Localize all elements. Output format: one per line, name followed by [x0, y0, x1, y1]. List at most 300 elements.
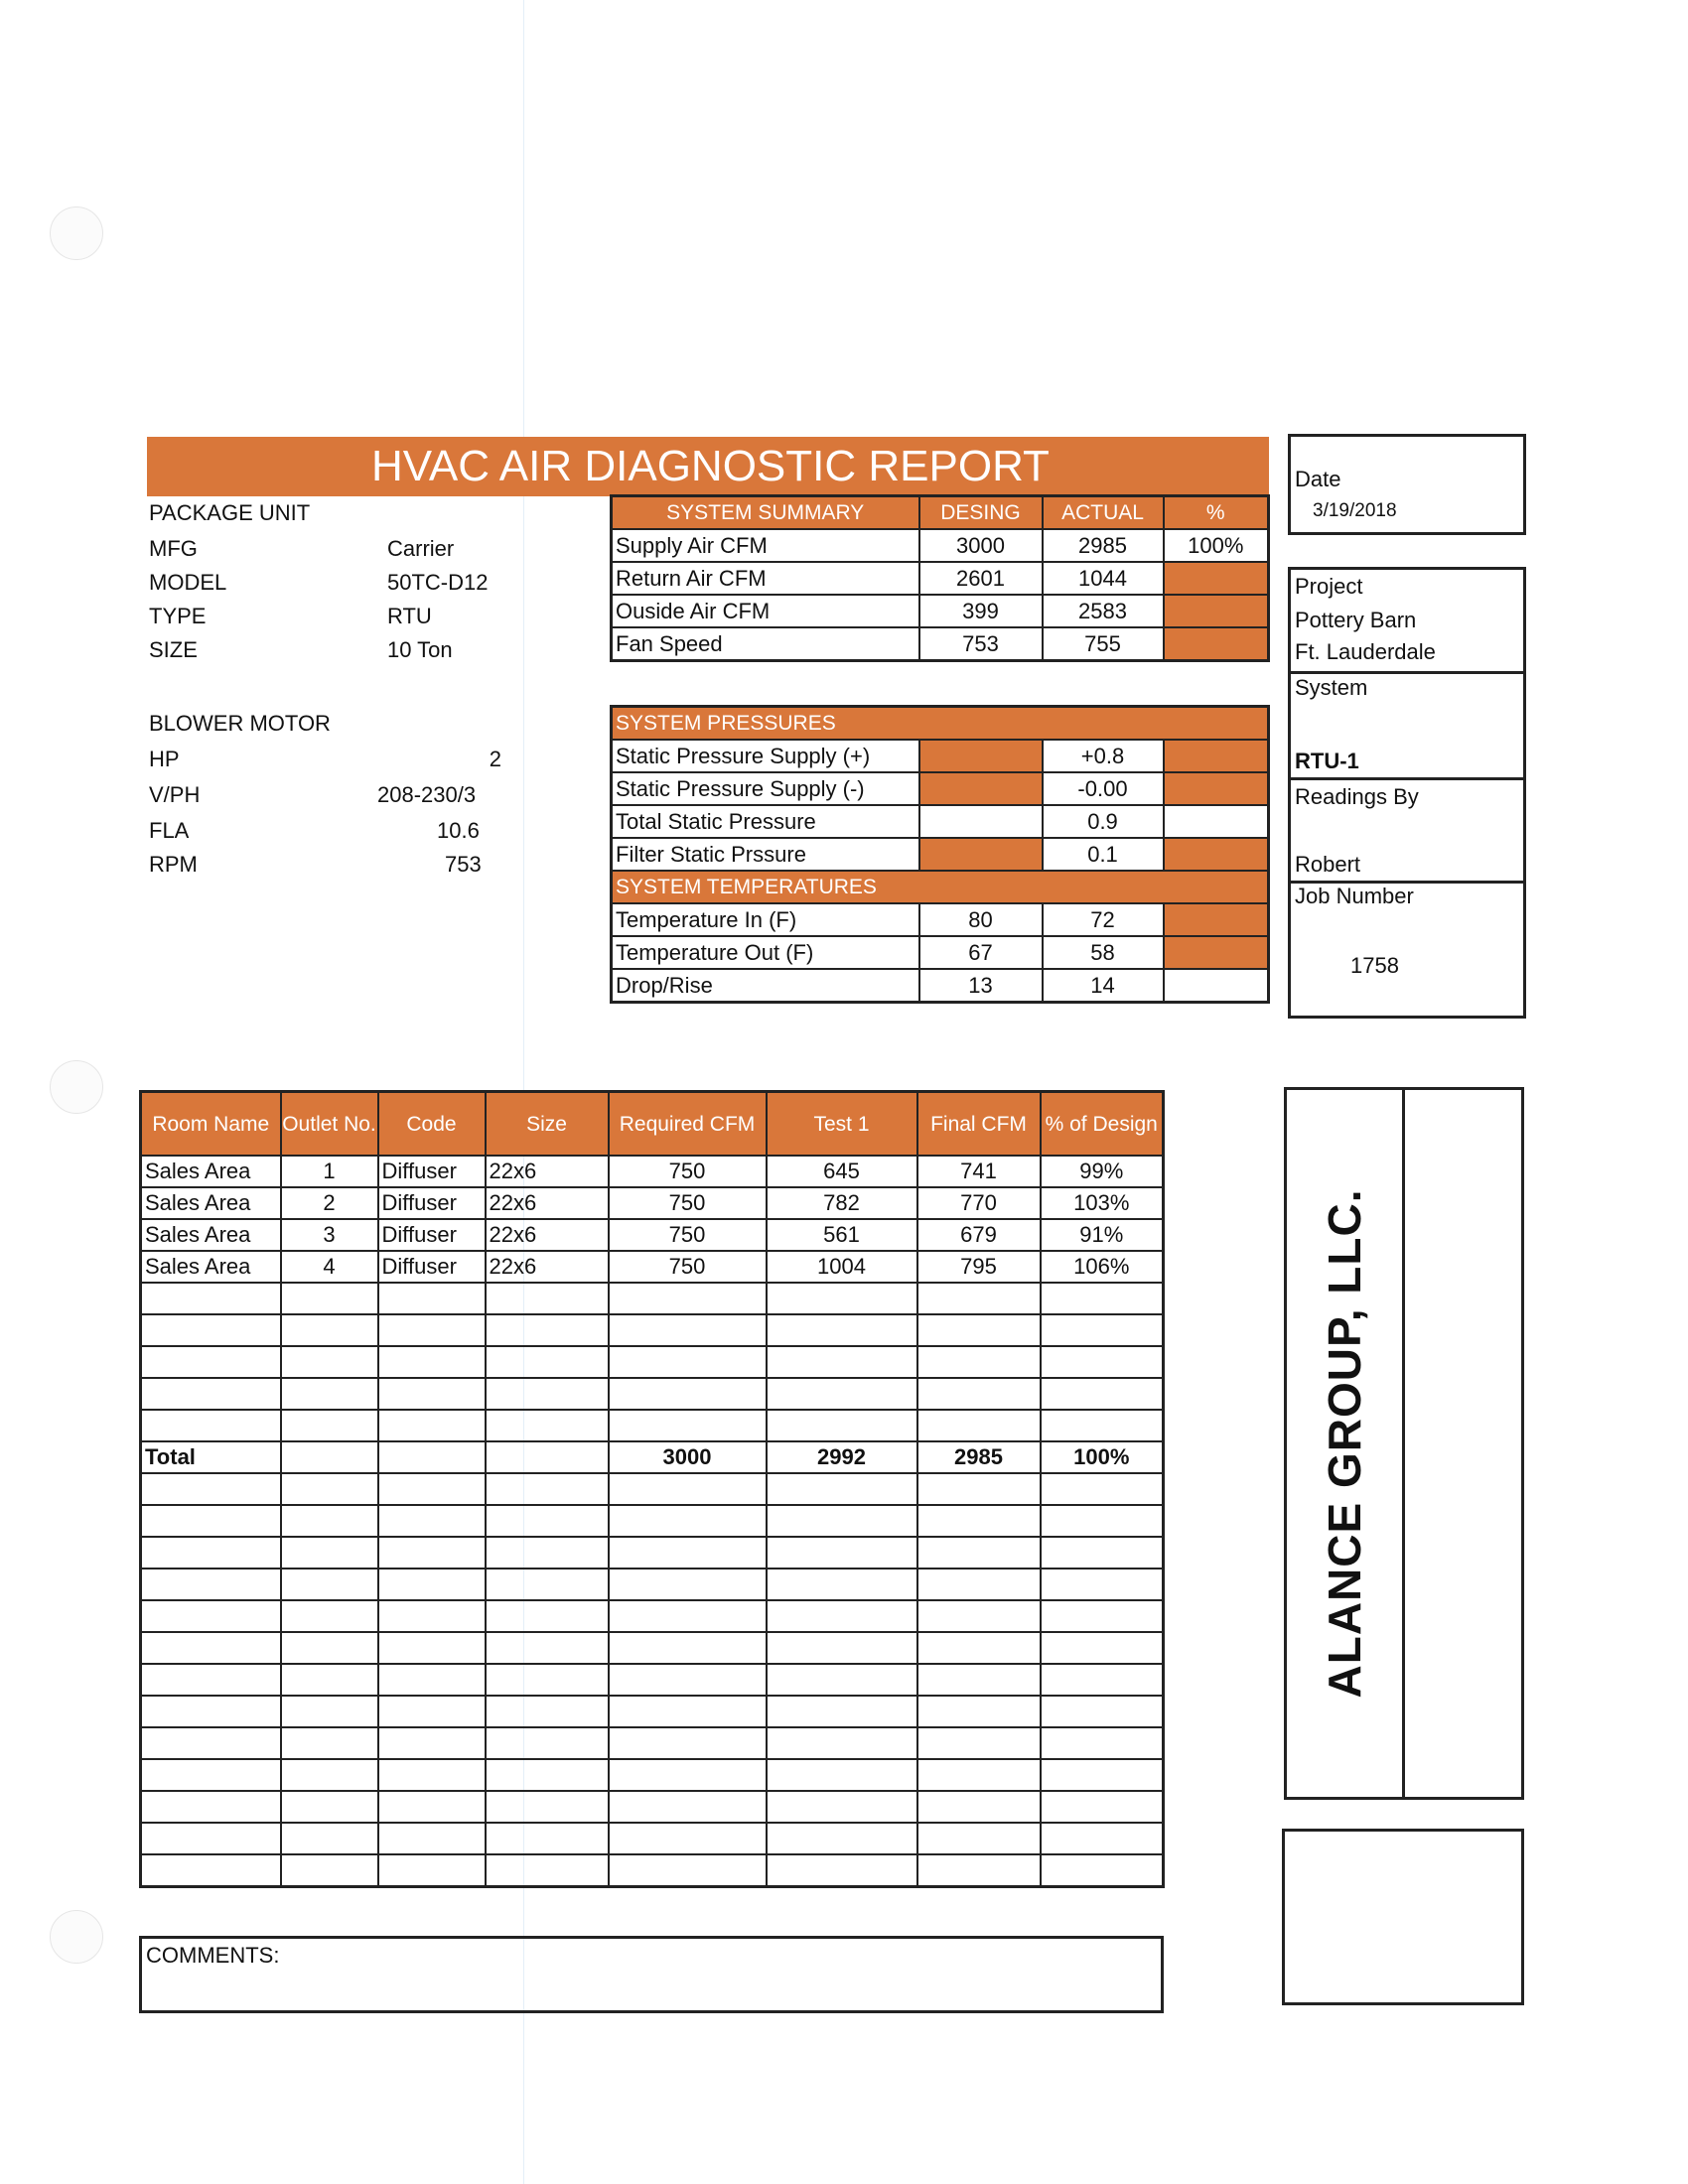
table-cell: [378, 1314, 486, 1346]
table-cell: [917, 1696, 1041, 1727]
table-cell: [141, 1346, 281, 1378]
blower-motor-heading: BLOWER MOTOR: [149, 711, 331, 736]
column-header: Final CFM: [917, 1092, 1041, 1157]
table-cell: [609, 1314, 767, 1346]
row-label: Return Air CFM: [612, 562, 919, 595]
table-cell: [486, 1537, 609, 1569]
model-value: 50TC-D12: [387, 570, 489, 595]
job-number-label: Job Number: [1295, 884, 1414, 908]
column-header: Outlet No.: [281, 1092, 378, 1157]
table-cell: [486, 1600, 609, 1632]
table-row: [141, 1569, 1164, 1600]
row-label: Temperature In (F): [612, 903, 919, 936]
table-row: [141, 1410, 1164, 1441]
table-cell: [378, 1632, 486, 1664]
table-header-row: [612, 496, 1269, 530]
design-value: [919, 772, 1043, 805]
row-label: Supply Air CFM: [612, 529, 919, 562]
table-cell: [281, 1632, 378, 1664]
table-cell: [917, 1664, 1041, 1696]
table-row: [612, 562, 1269, 595]
table-cell: [917, 1759, 1041, 1791]
table-cell: [767, 1346, 917, 1378]
divider: [1402, 1090, 1405, 1797]
column-header: Room Name: [141, 1092, 281, 1157]
table-cell: [917, 1600, 1041, 1632]
actual-value: 2985: [1043, 529, 1164, 562]
table-cell: [767, 1569, 917, 1600]
table-cell: [609, 1823, 767, 1854]
comments-box: [139, 1936, 1164, 2013]
design-value: [919, 805, 1043, 838]
table-cell: 750: [609, 1219, 767, 1251]
table-cell: 2992: [767, 1441, 917, 1473]
table-cell: [281, 1537, 378, 1569]
table-cell: [378, 1473, 486, 1505]
row-label: Total Static Pressure: [612, 805, 919, 838]
design-value: 80: [919, 903, 1043, 936]
table-cell: [281, 1473, 378, 1505]
project-name: Pottery Barn: [1295, 608, 1417, 632]
table-row: [612, 740, 1269, 772]
system-pressures-heading: SYSTEM PRESSURES: [612, 707, 1269, 741]
table-row: [141, 1727, 1164, 1759]
table-cell: [1041, 1537, 1164, 1569]
readings-by-label: Readings By: [1295, 784, 1419, 809]
table-cell: [767, 1537, 917, 1569]
table-cell: [609, 1505, 767, 1537]
date-value: 3/19/2018: [1313, 500, 1397, 521]
table-row: [612, 969, 1269, 1003]
vph-value: 208-230/3: [377, 782, 477, 807]
actual-value: 755: [1043, 627, 1164, 661]
table-row: [141, 1664, 1164, 1696]
table-cell: 22x6: [486, 1187, 609, 1219]
table-cell: [917, 1505, 1041, 1537]
table-cell: [1041, 1791, 1164, 1823]
table-row: [141, 1791, 1164, 1823]
table-row: [141, 1632, 1164, 1664]
table-cell: [486, 1473, 609, 1505]
table-cell: 750: [609, 1156, 767, 1187]
table-cell: Sales Area: [141, 1156, 281, 1187]
table-cell: [141, 1378, 281, 1410]
table-row: [612, 838, 1269, 871]
table-cell: [378, 1600, 486, 1632]
table-cell: [281, 1823, 378, 1854]
model-label: MODEL: [149, 570, 227, 595]
table-row: [612, 805, 1269, 838]
package-unit-heading: PACKAGE UNIT: [149, 500, 311, 525]
table-cell: [141, 1314, 281, 1346]
total-row: [141, 1441, 1164, 1473]
system-pressures-temperatures-table: [610, 705, 1270, 1004]
package-unit-section: [149, 496, 546, 675]
table-cell: [141, 1600, 281, 1632]
table-cell: Diffuser: [378, 1251, 486, 1283]
design-value: 3000: [919, 529, 1043, 562]
rpm-label: RPM: [149, 852, 198, 877]
table-cell: 2: [281, 1187, 378, 1219]
percent-value: [1164, 772, 1269, 805]
table-cell: 100%: [1041, 1441, 1164, 1473]
table-cell: [378, 1346, 486, 1378]
table-row: [612, 936, 1269, 969]
table-cell: [281, 1696, 378, 1727]
table-cell: 91%: [1041, 1219, 1164, 1251]
table-row: [141, 1823, 1164, 1854]
percent-value: 100%: [1164, 529, 1269, 562]
table-row: [141, 1854, 1164, 1887]
table-row: [612, 595, 1269, 627]
table-cell: [486, 1759, 609, 1791]
table-cell: [1041, 1283, 1164, 1314]
column-header: Test 1: [767, 1092, 917, 1157]
table-cell: 1004: [767, 1251, 917, 1283]
table-cell: [609, 1664, 767, 1696]
table-cell: [609, 1791, 767, 1823]
table-cell: [486, 1378, 609, 1410]
table-cell: [141, 1823, 281, 1854]
table-row: [141, 1600, 1164, 1632]
table-cell: [281, 1600, 378, 1632]
report-title-bar: [147, 437, 1269, 496]
table-cell: [141, 1759, 281, 1791]
table-cell: [917, 1283, 1041, 1314]
table-cell: [1041, 1600, 1164, 1632]
percent-value: [1164, 903, 1269, 936]
design-value: 67: [919, 936, 1043, 969]
table-cell: [609, 1600, 767, 1632]
table-cell: [767, 1632, 917, 1664]
table-cell: [609, 1632, 767, 1664]
table-cell: [378, 1759, 486, 1791]
column-header: Size: [486, 1092, 609, 1157]
job-number-value: 1758: [1350, 953, 1399, 978]
table-cell: [378, 1378, 486, 1410]
table-cell: [486, 1314, 609, 1346]
table-cell: 741: [917, 1156, 1041, 1187]
table-cell: [917, 1346, 1041, 1378]
table-cell: [767, 1791, 917, 1823]
blank-box: [1282, 1829, 1524, 2005]
table-cell: [767, 1696, 917, 1727]
table-cell: Sales Area: [141, 1251, 281, 1283]
punch-hole-bottom: [50, 1910, 103, 1964]
table-cell: 99%: [1041, 1156, 1164, 1187]
table-cell: [486, 1283, 609, 1314]
table-cell: [281, 1314, 378, 1346]
table-cell: [917, 1569, 1041, 1600]
table-cell: Total: [141, 1441, 281, 1473]
table-cell: [141, 1410, 281, 1441]
table-cell: [1041, 1632, 1164, 1664]
size-label: SIZE: [149, 637, 198, 662]
project-location: Ft. Lauderdale: [1295, 639, 1436, 664]
table-cell: 750: [609, 1187, 767, 1219]
table-cell: [767, 1314, 917, 1346]
table-cell: [917, 1823, 1041, 1854]
table-cell: 106%: [1041, 1251, 1164, 1283]
percent-value: [1164, 562, 1269, 595]
table-cell: [486, 1505, 609, 1537]
table-cell: [281, 1569, 378, 1600]
table-cell: [767, 1283, 917, 1314]
vph-label: V/PH: [149, 782, 201, 807]
table-cell: [486, 1854, 609, 1887]
table-cell: [281, 1759, 378, 1791]
table-cell: 22x6: [486, 1251, 609, 1283]
punch-hole-middle: [50, 1060, 103, 1114]
percent-value: [1164, 627, 1269, 661]
table-cell: [281, 1441, 378, 1473]
table-cell: [378, 1441, 486, 1473]
project-info-box: [1288, 567, 1526, 1019]
percent-value: [1164, 969, 1269, 1003]
table-cell: 645: [767, 1156, 917, 1187]
hp-label: HP: [149, 747, 180, 771]
table-cell: [917, 1537, 1041, 1569]
design-value: [919, 838, 1043, 871]
table-cell: [141, 1537, 281, 1569]
table-cell: [378, 1696, 486, 1727]
table-cell: 103%: [1041, 1187, 1164, 1219]
actual-value: -0.00: [1043, 772, 1164, 805]
type-label: TYPE: [149, 604, 207, 628]
date-label: Date: [1295, 467, 1341, 491]
readings-by-value: Robert: [1295, 852, 1361, 877]
row-label: Fan Speed: [612, 627, 919, 661]
table-cell: 2985: [917, 1441, 1041, 1473]
table-cell: [609, 1473, 767, 1505]
table-cell: [281, 1410, 378, 1441]
table-row: [141, 1283, 1164, 1314]
table-cell: [609, 1537, 767, 1569]
table-cell: [609, 1378, 767, 1410]
table-cell: [281, 1378, 378, 1410]
table-cell: [281, 1346, 378, 1378]
table-cell: [378, 1537, 486, 1569]
table-cell: [917, 1314, 1041, 1346]
table-cell: [609, 1854, 767, 1887]
room-outlets-table: [139, 1090, 1165, 1888]
column-header: SYSTEM SUMMARY: [612, 496, 919, 530]
size-value: 10 Ton: [387, 637, 453, 662]
table-cell: [141, 1727, 281, 1759]
table-cell: Diffuser: [378, 1187, 486, 1219]
table-cell: [378, 1791, 486, 1823]
table-cell: [917, 1727, 1041, 1759]
table-cell: [1041, 1410, 1164, 1441]
table-cell: [378, 1569, 486, 1600]
table-cell: 561: [767, 1219, 917, 1251]
punch-hole-top: [50, 206, 103, 260]
table-cell: 679: [917, 1219, 1041, 1251]
table-cell: [917, 1632, 1041, 1664]
divider: [1291, 777, 1523, 780]
table-cell: [486, 1569, 609, 1600]
table-cell: 750: [609, 1251, 767, 1283]
table-row: [141, 1187, 1164, 1219]
table-cell: [767, 1823, 917, 1854]
table-cell: Diffuser: [378, 1219, 486, 1251]
actual-value: 2583: [1043, 595, 1164, 627]
table-cell: [141, 1854, 281, 1887]
table-cell: [141, 1505, 281, 1537]
percent-value: [1164, 936, 1269, 969]
table-cell: [486, 1664, 609, 1696]
rpm-value: 753: [445, 852, 482, 877]
table-cell: [1041, 1696, 1164, 1727]
table-cell: [486, 1823, 609, 1854]
table-cell: 770: [917, 1187, 1041, 1219]
mfg-label: MFG: [149, 536, 198, 561]
table-cell: [378, 1410, 486, 1441]
table-row: [141, 1505, 1164, 1537]
table-cell: [486, 1441, 609, 1473]
table-cell: [281, 1727, 378, 1759]
percent-value: [1164, 595, 1269, 627]
type-value: RTU: [387, 604, 432, 628]
system-value: RTU-1: [1295, 749, 1359, 773]
table-cell: Diffuser: [378, 1156, 486, 1187]
table-row: [141, 1314, 1164, 1346]
company-box: [1284, 1087, 1524, 1800]
table-row: [141, 1156, 1164, 1187]
fla-value: 10.6: [437, 818, 480, 843]
actual-value: +0.8: [1043, 740, 1164, 772]
table-cell: [917, 1854, 1041, 1887]
hp-value: 2: [489, 747, 501, 771]
column-header: ACTUAL: [1043, 496, 1164, 530]
design-value: 399: [919, 595, 1043, 627]
table-cell: [378, 1823, 486, 1854]
column-header: Required CFM: [609, 1092, 767, 1157]
table-cell: [1041, 1378, 1164, 1410]
table-cell: [767, 1473, 917, 1505]
column-header: %: [1164, 496, 1269, 530]
row-label: Temperature Out (F): [612, 936, 919, 969]
section-header-row: [612, 871, 1269, 903]
table-cell: [486, 1632, 609, 1664]
table-cell: 3000: [609, 1441, 767, 1473]
design-value: 13: [919, 969, 1043, 1003]
date-box: [1288, 434, 1526, 535]
table-cell: 3: [281, 1219, 378, 1251]
blower-motor-section: [149, 707, 546, 886]
section-header-row: [612, 707, 1269, 741]
table-row: [612, 772, 1269, 805]
table-cell: [281, 1791, 378, 1823]
table-cell: [141, 1632, 281, 1664]
table-cell: [767, 1505, 917, 1537]
percent-value: [1164, 740, 1269, 772]
design-value: 2601: [919, 562, 1043, 595]
table-header-row: [141, 1092, 1164, 1157]
table-cell: [486, 1727, 609, 1759]
table-cell: [609, 1696, 767, 1727]
table-cell: [141, 1791, 281, 1823]
table-cell: [141, 1283, 281, 1314]
table-cell: [1041, 1823, 1164, 1854]
table-cell: [1041, 1664, 1164, 1696]
table-cell: 782: [767, 1187, 917, 1219]
actual-value: 58: [1043, 936, 1164, 969]
percent-value: [1164, 805, 1269, 838]
table-row: [141, 1378, 1164, 1410]
table-cell: [281, 1505, 378, 1537]
table-cell: 1: [281, 1156, 378, 1187]
table-cell: [486, 1791, 609, 1823]
column-header: % of Design: [1041, 1092, 1164, 1157]
table-cell: [141, 1473, 281, 1505]
table-cell: [1041, 1854, 1164, 1887]
column-header: Code: [378, 1092, 486, 1157]
table-cell: [609, 1346, 767, 1378]
table-cell: [609, 1283, 767, 1314]
actual-value: 14: [1043, 969, 1164, 1003]
table-cell: [917, 1410, 1041, 1441]
table-cell: [609, 1410, 767, 1441]
table-cell: [1041, 1314, 1164, 1346]
table-cell: [767, 1664, 917, 1696]
table-row: [612, 529, 1269, 562]
table-row: [141, 1473, 1164, 1505]
table-cell: [141, 1664, 281, 1696]
table-cell: 4: [281, 1251, 378, 1283]
table-cell: [486, 1696, 609, 1727]
table-cell: [609, 1727, 767, 1759]
comments-label: COMMENTS:: [146, 1943, 280, 1968]
table-row: [612, 903, 1269, 936]
table-cell: [486, 1346, 609, 1378]
table-cell: 22x6: [486, 1219, 609, 1251]
fla-label: FLA: [149, 818, 190, 843]
system-label: System: [1295, 675, 1368, 700]
table-cell: [378, 1727, 486, 1759]
actual-value: 0.9: [1043, 805, 1164, 838]
table-cell: [281, 1664, 378, 1696]
table-cell: [1041, 1569, 1164, 1600]
table-cell: [1041, 1505, 1164, 1537]
report-title: HVAC AIR DIAGNOSTIC REPORT: [371, 442, 1050, 490]
table-cell: [767, 1759, 917, 1791]
design-value: [919, 740, 1043, 772]
row-label: Ouside Air CFM: [612, 595, 919, 627]
table-cell: 795: [917, 1251, 1041, 1283]
table-cell: [1041, 1473, 1164, 1505]
table-cell: [1041, 1727, 1164, 1759]
table-cell: [378, 1854, 486, 1887]
table-cell: [1041, 1759, 1164, 1791]
row-label: Drop/Rise: [612, 969, 919, 1003]
table-cell: [281, 1854, 378, 1887]
table-row: [141, 1537, 1164, 1569]
percent-value: [1164, 838, 1269, 871]
table-row: [141, 1346, 1164, 1378]
row-label: Static Pressure Supply (-): [612, 772, 919, 805]
table-cell: [767, 1727, 917, 1759]
table-cell: [1041, 1346, 1164, 1378]
table-cell: [281, 1283, 378, 1314]
table-cell: [609, 1759, 767, 1791]
table-cell: [486, 1410, 609, 1441]
table-cell: Sales Area: [141, 1187, 281, 1219]
system-temperatures-heading: SYSTEM TEMPERATURES: [612, 871, 1269, 903]
row-label: Static Pressure Supply (+): [612, 740, 919, 772]
table-cell: [917, 1473, 1041, 1505]
column-header: DESING: [919, 496, 1043, 530]
